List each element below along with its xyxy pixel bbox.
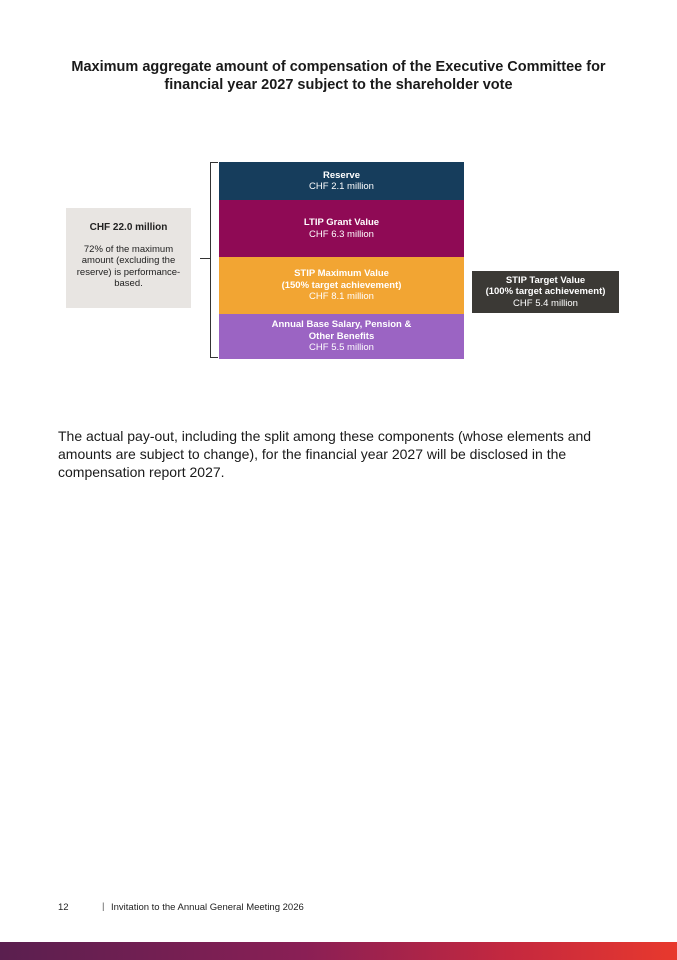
body-line: compensation report 2027. bbox=[58, 464, 225, 480]
total-amount: CHF 22.0 million bbox=[89, 222, 168, 233]
total-note-line: based. bbox=[114, 278, 143, 289]
segment-label-extra: Other Benefits bbox=[308, 330, 375, 342]
segment-value: CHF 2.1 million bbox=[309, 181, 374, 192]
segment-reserve bbox=[219, 162, 464, 200]
segment-label-extra: (150% target achievement) bbox=[281, 279, 402, 291]
total-note-line: 72% of the maximum bbox=[83, 243, 174, 255]
segment-value: CHF 6.3 million bbox=[309, 228, 374, 240]
total-note-line: reserve) is performance- bbox=[76, 266, 181, 278]
stip-target-extra: (100% target achievement) bbox=[485, 286, 606, 298]
chart-title-line-2: financial year 2027 subject to the shareholder vote bbox=[164, 77, 513, 93]
bottom-gradient-bar bbox=[0, 942, 677, 960]
body-line: amounts are subject to change), for the financial year 2027 will be disclosed in the bbox=[58, 446, 567, 462]
total-amount-box bbox=[66, 208, 191, 308]
body-line: The actual pay-out, including the split among these components (whose elements and bbox=[58, 428, 592, 444]
segment-value: CHF 8.1 million bbox=[309, 291, 374, 303]
segment-base-salary bbox=[219, 314, 464, 359]
page-number: 12 bbox=[58, 902, 69, 913]
segment-label: Annual Base Salary, Pension & bbox=[271, 319, 412, 331]
stip-target-box bbox=[472, 271, 619, 313]
chart-title bbox=[60, 58, 617, 94]
total-note-line: amount (excluding the bbox=[81, 255, 176, 266]
stip-target-label: STIP Target Value bbox=[505, 274, 586, 286]
stack-bracket bbox=[210, 162, 218, 358]
segment-value: CHF 5.5 million bbox=[309, 342, 374, 354]
compensation-stack bbox=[219, 162, 464, 359]
footer-separator: | bbox=[102, 901, 105, 912]
segment-stip-maximum bbox=[219, 257, 464, 314]
segment-ltip bbox=[219, 200, 464, 257]
footer-text: Invitation to the Annual General Meeting 2026 bbox=[111, 902, 304, 913]
chart-title-line-1: Maximum aggregate amount of compensation of the Executive Committee for bbox=[71, 59, 606, 75]
body-paragraph bbox=[58, 427, 623, 481]
total-note bbox=[72, 244, 185, 290]
stip-target-value: CHF 5.4 million bbox=[513, 297, 578, 309]
segment-label: Reserve bbox=[323, 169, 360, 181]
segment-label: LTIP Grant Value bbox=[303, 217, 380, 228]
segment-label: STIP Maximum Value bbox=[294, 268, 389, 280]
